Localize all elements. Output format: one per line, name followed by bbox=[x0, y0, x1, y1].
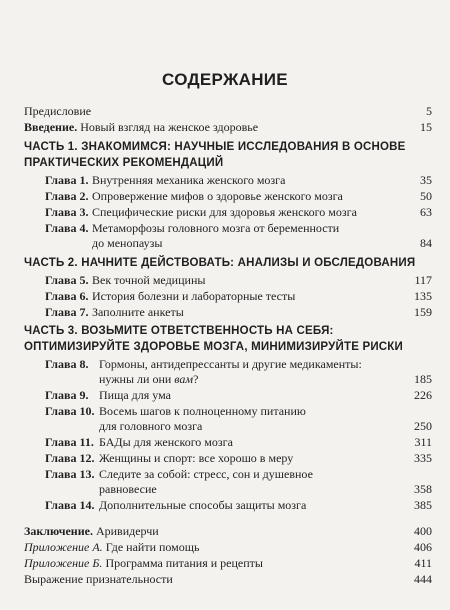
chapter-title: История болезни и лабораторные тесты bbox=[92, 289, 296, 303]
chapter-title: Заполните анкеты bbox=[92, 305, 184, 319]
page-number: 63 bbox=[420, 205, 432, 219]
chapter-label: Глава 3. bbox=[45, 205, 89, 219]
chapter-title-continued: равновесие bbox=[99, 482, 157, 496]
chapter-title-continued: для головного мозга bbox=[99, 419, 203, 433]
chapter-title: Дополнительные способы защиты мозга bbox=[99, 498, 307, 512]
part-1-heading: ЧАСТЬ 1. ЗНАКОМИМСЯ: НАУЧНЫЕ ИССЛЕДОВАНИЯ В ОСНОВЕ ПРАКТИЧЕСКИХ РЕКОМЕНДАЦИЙ bbox=[24, 141, 406, 169]
chapter-title-end: ? bbox=[193, 372, 199, 386]
entry-label: Приложение А. bbox=[24, 540, 103, 554]
toc-entry-chapter-1[interactable] bbox=[45, 173, 432, 188]
toc-entry-chapter-12[interactable] bbox=[45, 451, 432, 466]
chapter-label: Глава 10. bbox=[45, 404, 95, 418]
page-number: 15 bbox=[420, 120, 432, 134]
entry-text: Аривидерчи bbox=[92, 524, 159, 538]
chapter-label: Глава 4. bbox=[45, 221, 89, 235]
entry-text: Выражение признательности bbox=[24, 572, 173, 586]
page-number: 385 bbox=[414, 498, 432, 512]
chapter-title-continued: до менопаузы bbox=[92, 236, 163, 250]
entry-label: Введение. bbox=[24, 120, 78, 134]
chapter-title: Внутренняя механика женского мозга bbox=[92, 173, 286, 187]
chapter-title-continued: нужны ли они bbox=[99, 372, 175, 386]
toc-entry-chapter-4[interactable] bbox=[45, 221, 432, 251]
page-number: 84 bbox=[420, 236, 432, 250]
page-number: 358 bbox=[414, 482, 432, 496]
chapter-label: Глава 14. bbox=[45, 498, 95, 512]
chapter-title: Следите за собой: стресс, сон и душевное bbox=[99, 467, 313, 481]
toc-entry-chapter-6[interactable] bbox=[45, 289, 432, 304]
toc-entry-chapter-13[interactable] bbox=[45, 467, 432, 497]
chapter-label: Глава 2. bbox=[45, 189, 89, 203]
chapter-title: Пища для ума bbox=[99, 388, 171, 402]
page-number: 5 bbox=[426, 104, 432, 118]
toc-entry-chapter-8[interactable] bbox=[45, 357, 432, 387]
entry-label: Приложение Б. bbox=[24, 556, 103, 570]
page-number: 159 bbox=[414, 305, 432, 319]
toc-entry-chapter-14[interactable] bbox=[45, 498, 432, 513]
chapter-title: БАДы для женского мозга bbox=[99, 435, 233, 449]
page-number: 135 bbox=[414, 289, 432, 303]
chapter-title-emphasis: вам bbox=[174, 372, 194, 386]
toc-entry-introduction[interactable] bbox=[24, 120, 432, 135]
chapter-label: Глава 1. bbox=[45, 173, 89, 187]
chapter-title: Век точной медицины bbox=[92, 273, 206, 287]
chapter-label: Глава 7. bbox=[45, 305, 89, 319]
page-number: 311 bbox=[414, 435, 432, 449]
part-2-heading: ЧАСТЬ 2. НАЧНИТЕ ДЕЙСТВОВАТЬ: АНАЛИЗЫ И ОБСЛЕДОВАНИЯ bbox=[24, 257, 416, 269]
chapter-label: Глава 9. bbox=[45, 388, 89, 402]
entry-text: Новый взгляд на женское здоровье bbox=[77, 120, 259, 134]
toc-entry-chapter-11[interactable] bbox=[45, 435, 432, 450]
chapter-label: Глава 6. bbox=[45, 289, 89, 303]
chapter-label: Глава 11. bbox=[45, 435, 94, 449]
chapter-label: Глава 5. bbox=[45, 273, 89, 287]
chapter-title: Восемь шагов к полноценному питанию bbox=[99, 404, 306, 418]
page-number: 226 bbox=[414, 388, 432, 402]
chapter-label: Глава 13. bbox=[45, 467, 95, 481]
entry-text: Где найти помощь bbox=[102, 540, 200, 554]
page-number: 335 bbox=[414, 451, 432, 465]
chapter-title: Женщины и спорт: все хорошо в меру bbox=[99, 451, 294, 465]
toc-entry-chapter-3[interactable] bbox=[45, 205, 432, 220]
chapter-label: Глава 8. bbox=[45, 357, 89, 371]
toc-entry-preface[interactable] bbox=[24, 104, 432, 119]
entry-text: Предисловие bbox=[24, 104, 92, 118]
chapter-title: Опровержение мифов о здоровье женского мозга bbox=[92, 189, 343, 203]
chapter-title: Метаморфозы головного мозга от беременности bbox=[92, 221, 340, 235]
toc-entry-chapter-7[interactable] bbox=[45, 305, 432, 320]
page-number: 400 bbox=[414, 524, 432, 538]
toc-entry-chapter-5[interactable] bbox=[45, 273, 432, 288]
toc-entry-appendix-a[interactable] bbox=[24, 540, 432, 555]
toc-entry-acknowledgements[interactable] bbox=[24, 572, 432, 587]
entry-label: Заключение. bbox=[24, 524, 93, 538]
toc-entry-chapter-9[interactable] bbox=[45, 388, 432, 403]
page-number: 185 bbox=[414, 372, 432, 386]
toc-entry-chapter-10[interactable] bbox=[45, 404, 432, 434]
toc-entry-conclusion[interactable] bbox=[24, 524, 432, 539]
page-title: СОДЕРЖАНИЕ bbox=[162, 70, 288, 89]
toc-entry-chapter-2[interactable] bbox=[45, 189, 432, 204]
toc-entry-appendix-b[interactable] bbox=[24, 556, 432, 571]
entry-text: Программа питания и рецепты bbox=[102, 556, 263, 570]
page-number: 35 bbox=[420, 173, 432, 187]
page-number: 250 bbox=[414, 419, 432, 433]
chapter-title: Специфические риски для здоровья женского мозга bbox=[92, 205, 357, 219]
part-3-heading: ЧАСТЬ 3. ВОЗЬМИТЕ ОТВЕТСТВЕННОСТЬ НА СЕБЯ: ОПТИМИЗИРУЙТЕ ЗДОРОВЬЕ МОЗГА, МИНИМИЗИРУЙТЕ РИСКИ bbox=[24, 325, 403, 353]
chapter-title: Гормоны, антидепрессанты и другие медикаменты: bbox=[99, 357, 362, 371]
page-number: 411 bbox=[414, 556, 432, 570]
page-number: 444 bbox=[414, 572, 432, 586]
chapter-label: Глава 12. bbox=[45, 451, 95, 465]
page-number: 406 bbox=[414, 540, 432, 554]
page-number: 50 bbox=[420, 189, 432, 203]
page-number: 117 bbox=[414, 273, 432, 287]
